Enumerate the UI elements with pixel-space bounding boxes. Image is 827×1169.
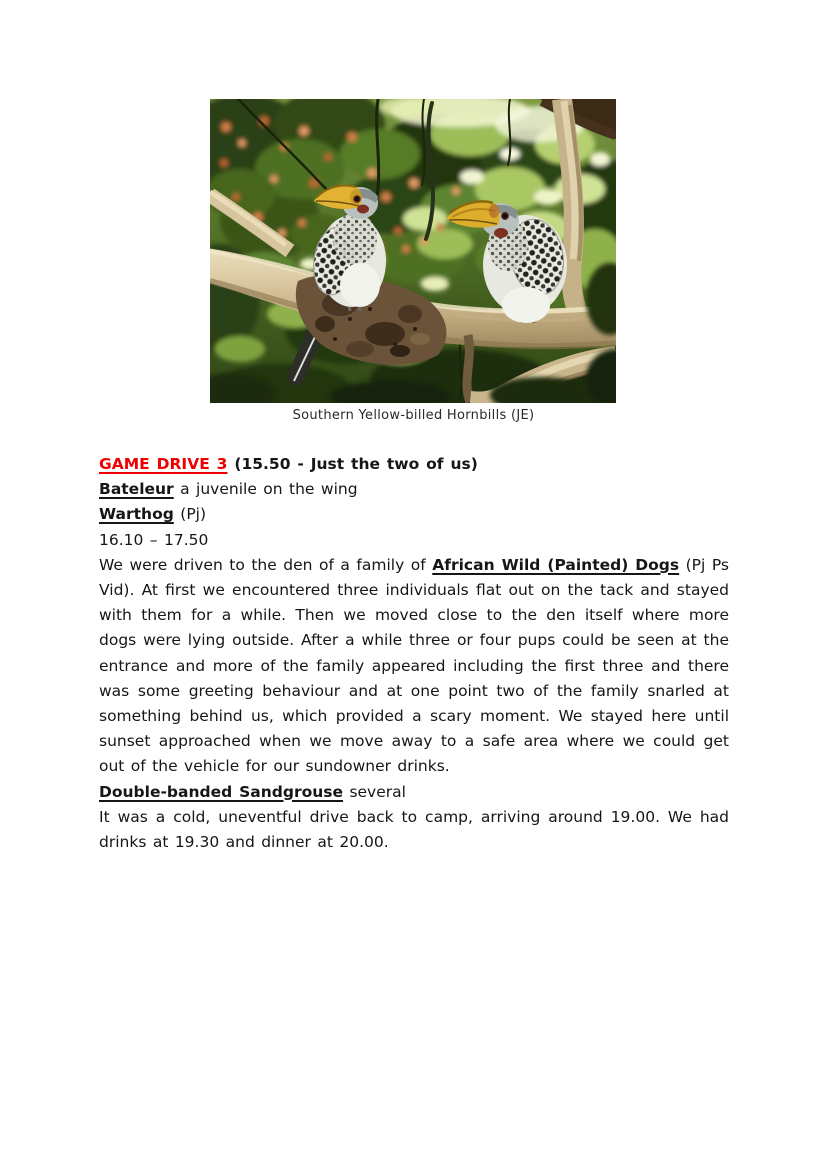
species-name-bateleur: Bateleur [99, 480, 174, 499]
species-name-warthog: Warthog [99, 505, 174, 524]
species-name-wild-dogs: African Wild (Painted) Dogs [432, 555, 680, 574]
sighting-sandgrouse [99, 780, 729, 805]
game-drive-heading [99, 452, 729, 477]
drive-paragraph-after: (Pj Ps Vid). At first we encountered three individuals flat out on the tack and stayed with them for a while. Then we moved close to the den itself where more dogs were lying outside. After a while three or four pups could be seen at the entrance and more of the family appeared including the first three and there was some greeting behaviour and at one point two of the family snarled at something behind us, which provided a scary moment. We stayed here until sunset approached when we move away to a safe area where we could get out of the vehicle for our sundowner drinks. [99, 555, 729, 776]
drive-paragraph [99, 553, 729, 780]
hornbills-photo-illustration [210, 99, 616, 403]
sighting-warthog [99, 502, 729, 527]
sighting-bateleur-detail: a juvenile on the wing [173, 480, 358, 499]
sighting-warthog-detail: (Pj) [173, 505, 207, 524]
evening-paragraph: It was a cold, uneventful drive back to camp, arriving around 19.00. We had drinks at 19.30 and dinner at 20.00. [99, 807, 729, 852]
sighting-sandgrouse-detail: several [343, 782, 406, 801]
sighting-bateleur [99, 477, 729, 502]
hornbills-photo [210, 99, 616, 403]
report-body [99, 452, 729, 855]
drive-paragraph-before: We were driven to the den of a family of [99, 555, 433, 574]
game-drive-title: GAME DRIVE 3 [99, 455, 228, 473]
game-drive-subtitle: (15.50 - Just the two of us) [227, 455, 478, 473]
photo-caption: Southern Yellow-billed Hornbills (JE) [292, 408, 535, 423]
time-range: 16.10 – 17.50 [99, 530, 209, 549]
species-name-sandgrouse: Double-banded Sandgrouse [99, 782, 344, 801]
